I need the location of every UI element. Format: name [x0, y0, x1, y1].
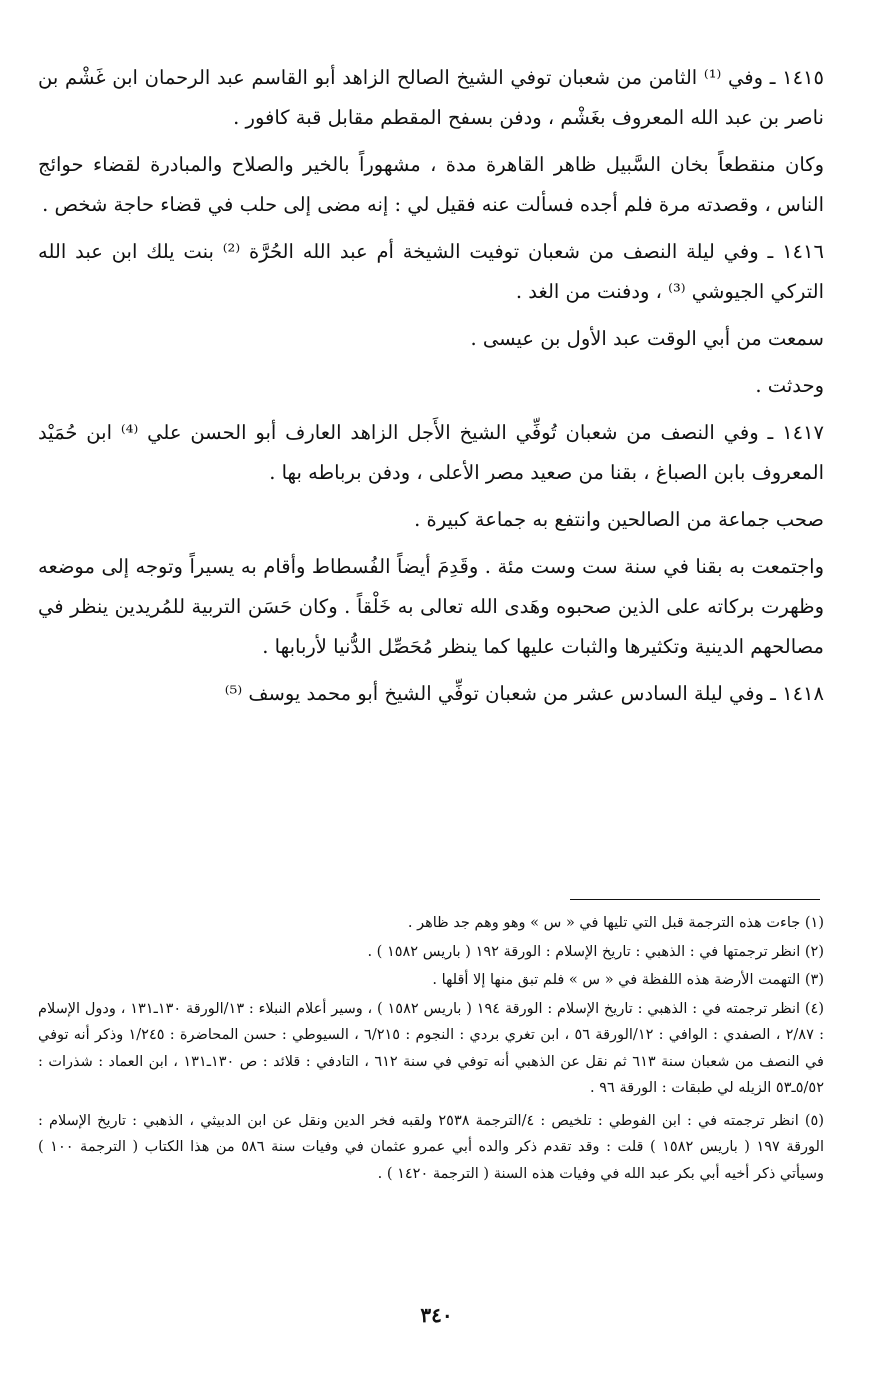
- entry-1417-continuation: واجتمعت به بقنا في سنة ست وست مئة . وقَدِمَ أيضاً الفُسطاط وأقام به يسيراً وتوجه إلى موضعه وظهرت بركاته على الذين صحبوه وهَدى الله تعالى به خَلْقاً . وكان حَسَن التربية للمُريدين ينظر في مصالحهم الدينية وتكثيرها والثبات عليها كما ينظر مُحَصِّل الدُّنيا لأربابها .: [38, 555, 824, 658]
- entry-1417-companions: صحب جماعة من الصالحين وانتفع به جماعة كبيرة .: [414, 508, 824, 531]
- entry-1416: ١٤١٦ ـ وفي ليلة النصف من شعبان توفيت الشيخة أم عبد الله الحُرَّة ⁽²⁾ بنت يلك ابن عبد الله التركي الجيوشي ⁽³⁾ ، ودفنت من الغد .: [38, 240, 824, 303]
- entry-1417: ١٤١٧ ـ وفي النصف من شعبان تُوفِّي الشيخ الأَجل الزاهد العارف أبو الحسن علي ⁽⁴⁾ ابن حُمَيْد المعروف بابن الصباغ ، بقنا من صعيد مصر الأعلى ، ودفن برباطه بها .: [38, 421, 824, 484]
- main-text-body: [38, 58, 824, 721]
- footnotes: [38, 910, 824, 1189]
- footnote-3: (٣) التهمت الأرضة هذه اللفظة في « س » فلم تبق منها إلا أقلها .: [432, 972, 824, 988]
- footnote-1: (١) جاءت هذه الترجمة قبل التي تليها في « س » وهو وهم جد ظاهر .: [407, 915, 824, 931]
- page-number: ٣٤٠: [420, 1303, 453, 1327]
- entry-1415: ١٤١٥ ـ وفي ⁽¹⁾ الثامن من شعبان توفي الشيخ الصالح الزاهد أبو القاسم عبد الرحمان ابن غَشْم بن ناصر بن عبد الله المعروف بغَشْم ، ودفن بسفح المقطم مقابل قبة كافور .: [38, 66, 825, 129]
- entry-1416-heard: سمعت من أبي الوقت عبد الأول بن عيسى .: [470, 327, 824, 350]
- footnote-2: (٢) انظر ترجمتها في : الذهبي : تاريخ الإسلام : الورقة ١٩٢ ( باريس ١٥٨٢ ) .: [367, 943, 824, 960]
- entry-1415-continuation: وكان منقطعاً بخان السَّبيل ظاهر القاهرة مدة ، مشهوراً بالخير والصلاح والمبادرة لقضاء حوائج الناس ، وقصدته مرة فلم أجده فسألت عنه فقيل لي : إنه مضى إلى حلب في قضاء حاجة شخص .: [38, 153, 824, 216]
- footnote-5: (٥) انظر ترجمته في : ابن الفوطي : تلخيص : ٤/الترجمة ٢٥٣٨ ولقبه فخر الدين ونقل عن ابن الدبيثي ، الذهبي : تاريخ الإسلام : الورقة ١٩٧ ( باريس ١٥٨٢ ) قلت : وقد تقدم ذكر والده أبي عمرو عثمان في وفيات سنة ٥٨٦ من هذا الكتاب ( الترجمة ١٠٠ ) وسيأتي ذكر أخيه أبي بكر عبد الله في وفيات هذه السنة ( الترجمة ١٤٢٠ ) .: [38, 1112, 825, 1182]
- entry-1416-narrated: وحدثت .: [755, 374, 824, 397]
- entry-1418: ١٤١٨ ـ وفي ليلة السادس عشر من شعبان توفِّي الشيخ أبو محمد يوسف ⁽⁵⁾: [224, 682, 824, 705]
- footnote-separator: [570, 899, 820, 900]
- footnote-4: (٤) انظر ترجمته في : الذهبي : تاريخ الإسلام : الورقة ١٩٤ ( باريس ١٥٨٢ ) ، وسير أعلام النبلاء : ١٣/الورقة ١٣٠ـ١٣١ ، ودول الإسلام : ٢/٨٧ ، الصفدي : الوافي : ١٢/الورقة ٥٦ ، ابن تغري بردي : النجوم : ٦/٢١٥ ، السيوطي : حسن المحاضرة : ١/٢٤٥ وذكر أنه توفي في النصف من شعبان سنة ٦١٣ ثم نقل عن الذهبي أنه توفي في سنة ٦١٢ ، التادفي : قلائد : ص ١٣٠ـ١٣١ ، ابن العماد : شذرات : ٥/٥٢ـ٥٣ الزيله لي طبقات : الورقة ٩٦ .: [38, 1000, 825, 1096]
